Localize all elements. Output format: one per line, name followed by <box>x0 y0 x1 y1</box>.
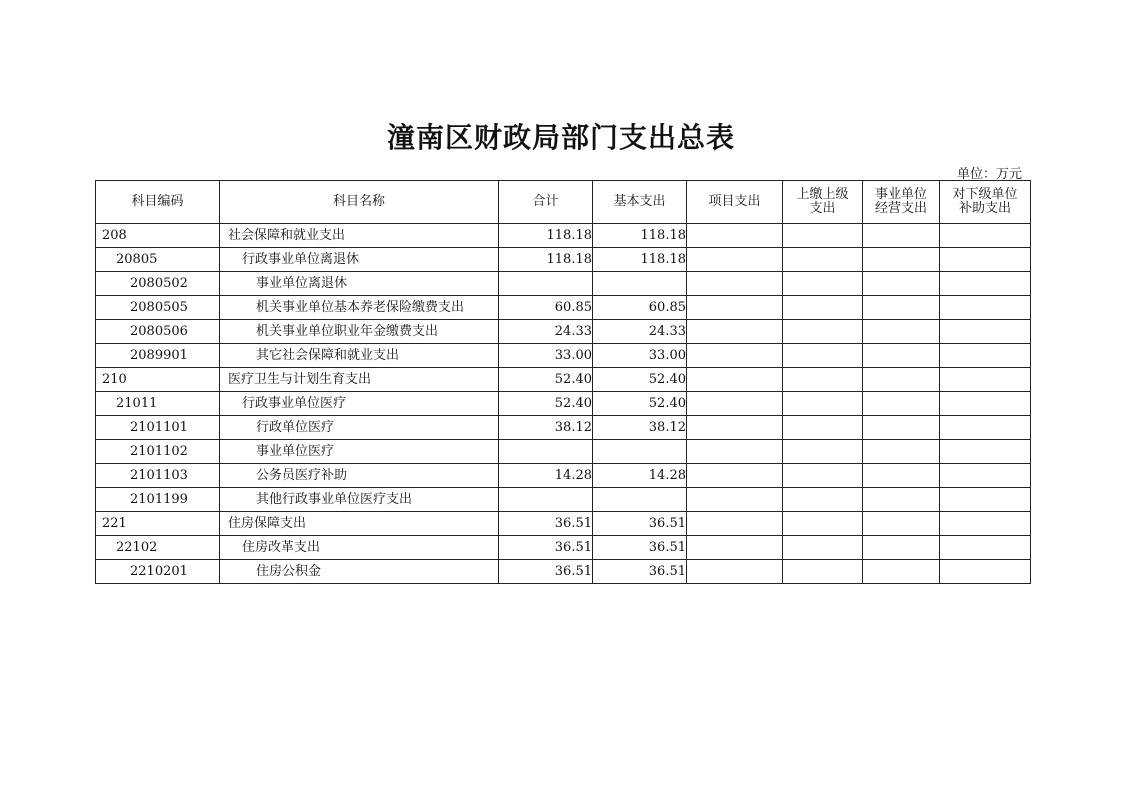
upper-cell <box>783 248 863 272</box>
page-title: 潼南区财政局部门支出总表 <box>386 121 735 154</box>
header-basic: 基本支出 <box>593 181 687 224</box>
code-cell: 2080505 <box>96 296 220 320</box>
total-cell: 60.85 <box>499 296 593 320</box>
code-cell: 2210201 <box>96 560 220 584</box>
upper-cell <box>783 416 863 440</box>
table-row <box>96 440 1031 464</box>
basic-cell <box>593 488 687 512</box>
header-business <box>863 181 940 224</box>
name-cell: 住房公积金 <box>220 560 499 584</box>
header-subsidy <box>940 181 1031 224</box>
total-cell: 14.28 <box>499 464 593 488</box>
subsidy-cell <box>940 464 1031 488</box>
basic-cell: 38.12 <box>593 416 687 440</box>
basic-cell <box>593 272 687 296</box>
name-cell: 事业单位医疗 <box>220 440 499 464</box>
total-cell: 36.51 <box>499 560 593 584</box>
expenditure-table <box>95 180 1031 584</box>
header-subsidy-line1: 对下级单位 <box>952 187 1018 202</box>
project-cell <box>687 368 783 392</box>
project-cell <box>687 512 783 536</box>
business-cell <box>863 368 940 392</box>
project-cell <box>687 344 783 368</box>
subsidy-cell <box>940 272 1031 296</box>
header-business-line1: 事业单位 <box>874 187 927 202</box>
basic-cell <box>593 440 687 464</box>
total-cell: 52.40 <box>499 368 593 392</box>
total-cell <box>499 440 593 464</box>
header-code: 科目编码 <box>96 181 220 224</box>
project-cell <box>687 560 783 584</box>
project-cell <box>687 224 783 248</box>
basic-cell: 118.18 <box>593 224 687 248</box>
basic-cell: 36.51 <box>593 512 687 536</box>
upper-cell <box>783 488 863 512</box>
subsidy-cell <box>940 320 1031 344</box>
project-cell <box>687 488 783 512</box>
total-cell: 52.40 <box>499 392 593 416</box>
code-cell: 2101102 <box>96 440 220 464</box>
code-cell: 2089901 <box>96 344 220 368</box>
business-cell <box>863 392 940 416</box>
project-cell <box>687 536 783 560</box>
subsidy-cell <box>940 488 1031 512</box>
total-cell: 118.18 <box>499 224 593 248</box>
business-cell <box>863 488 940 512</box>
upper-cell <box>783 320 863 344</box>
business-cell <box>863 512 940 536</box>
business-cell <box>863 416 940 440</box>
basic-cell: 14.28 <box>593 464 687 488</box>
business-cell <box>863 344 940 368</box>
table-row <box>96 416 1031 440</box>
upper-cell <box>783 392 863 416</box>
basic-cell: 60.85 <box>593 296 687 320</box>
business-cell <box>863 296 940 320</box>
upper-cell <box>783 560 863 584</box>
basic-cell: 52.40 <box>593 368 687 392</box>
upper-cell <box>783 368 863 392</box>
table-header-row <box>96 181 1031 224</box>
name-cell: 机关事业单位职业年金缴费支出 <box>220 320 499 344</box>
name-cell: 住房保障支出 <box>220 512 499 536</box>
header-name: 科目名称 <box>220 181 499 224</box>
total-cell: 36.51 <box>499 536 593 560</box>
code-cell: 2101101 <box>96 416 220 440</box>
upper-cell <box>783 344 863 368</box>
name-cell: 行政事业单位离退休 <box>220 248 499 272</box>
business-cell <box>863 536 940 560</box>
total-cell: 118.18 <box>499 248 593 272</box>
table-row <box>96 560 1031 584</box>
subsidy-cell <box>940 440 1031 464</box>
business-cell <box>863 464 940 488</box>
code-cell: 210 <box>96 368 220 392</box>
total-cell: 38.12 <box>499 416 593 440</box>
header-upper <box>783 181 863 224</box>
basic-cell: 52.40 <box>593 392 687 416</box>
subsidy-cell <box>940 536 1031 560</box>
header-upper-line2: 支出 <box>809 201 836 216</box>
name-cell: 行政单位医疗 <box>220 416 499 440</box>
table-row <box>96 248 1031 272</box>
table-row <box>96 296 1031 320</box>
project-cell <box>687 272 783 296</box>
upper-cell <box>783 272 863 296</box>
total-cell: 36.51 <box>499 512 593 536</box>
basic-cell: 24.33 <box>593 320 687 344</box>
code-cell: 221 <box>96 512 220 536</box>
subsidy-cell <box>940 392 1031 416</box>
header-upper-line1: 上缴上级 <box>796 187 849 202</box>
total-cell <box>499 488 593 512</box>
business-cell <box>863 224 940 248</box>
table-body <box>96 224 1031 584</box>
table-row <box>96 464 1031 488</box>
table-row <box>96 536 1031 560</box>
header-subsidy-line2: 补助支出 <box>958 201 1011 216</box>
code-cell: 208 <box>96 224 220 248</box>
basic-cell: 33.00 <box>593 344 687 368</box>
header-project: 项目支出 <box>687 181 783 224</box>
subsidy-cell <box>940 416 1031 440</box>
name-cell: 医疗卫生与计划生育支出 <box>220 368 499 392</box>
subsidy-cell <box>940 248 1031 272</box>
business-cell <box>863 320 940 344</box>
name-cell: 公务员医疗补助 <box>220 464 499 488</box>
business-cell <box>863 272 940 296</box>
table-row <box>96 488 1031 512</box>
basic-cell: 36.51 <box>593 536 687 560</box>
upper-cell <box>783 440 863 464</box>
name-cell: 住房改革支出 <box>220 536 499 560</box>
subsidy-cell <box>940 368 1031 392</box>
name-cell: 社会保障和就业支出 <box>220 224 499 248</box>
project-cell <box>687 440 783 464</box>
project-cell <box>687 296 783 320</box>
table-row <box>96 272 1031 296</box>
code-cell: 2101103 <box>96 464 220 488</box>
upper-cell <box>783 464 863 488</box>
basic-cell: 36.51 <box>593 560 687 584</box>
name-cell: 行政事业单位医疗 <box>220 392 499 416</box>
table-row <box>96 512 1031 536</box>
table-row <box>96 392 1031 416</box>
upper-cell <box>783 224 863 248</box>
header-total: 合计 <box>499 181 593 224</box>
code-cell: 2101199 <box>96 488 220 512</box>
upper-cell <box>783 536 863 560</box>
project-cell <box>687 464 783 488</box>
code-cell: 2080506 <box>96 320 220 344</box>
total-cell: 33.00 <box>499 344 593 368</box>
business-cell <box>863 248 940 272</box>
business-cell <box>863 440 940 464</box>
code-cell: 20805 <box>96 248 220 272</box>
table-row <box>96 344 1031 368</box>
header-business-line2: 经营支出 <box>874 201 927 216</box>
business-cell <box>863 560 940 584</box>
upper-cell <box>783 296 863 320</box>
name-cell: 机关事业单位基本养老保险缴费支出 <box>220 296 499 320</box>
code-cell: 2080502 <box>96 272 220 296</box>
subsidy-cell <box>940 512 1031 536</box>
table-row <box>96 224 1031 248</box>
total-cell <box>499 272 593 296</box>
project-cell <box>687 248 783 272</box>
name-cell: 其它社会保障和就业支出 <box>220 344 499 368</box>
basic-cell: 118.18 <box>593 248 687 272</box>
name-cell: 事业单位离退休 <box>220 272 499 296</box>
project-cell <box>687 320 783 344</box>
code-cell: 22102 <box>96 536 220 560</box>
subsidy-cell <box>940 344 1031 368</box>
subsidy-cell <box>940 560 1031 584</box>
upper-cell <box>783 512 863 536</box>
project-cell <box>687 416 783 440</box>
name-cell: 其他行政事业单位医疗支出 <box>220 488 499 512</box>
total-cell: 24.33 <box>499 320 593 344</box>
code-cell: 21011 <box>96 392 220 416</box>
subsidy-cell <box>940 224 1031 248</box>
table-row <box>96 320 1031 344</box>
project-cell <box>687 392 783 416</box>
unit-label: 单位：万元 <box>956 167 1022 182</box>
subsidy-cell <box>940 296 1031 320</box>
table-row <box>96 368 1031 392</box>
